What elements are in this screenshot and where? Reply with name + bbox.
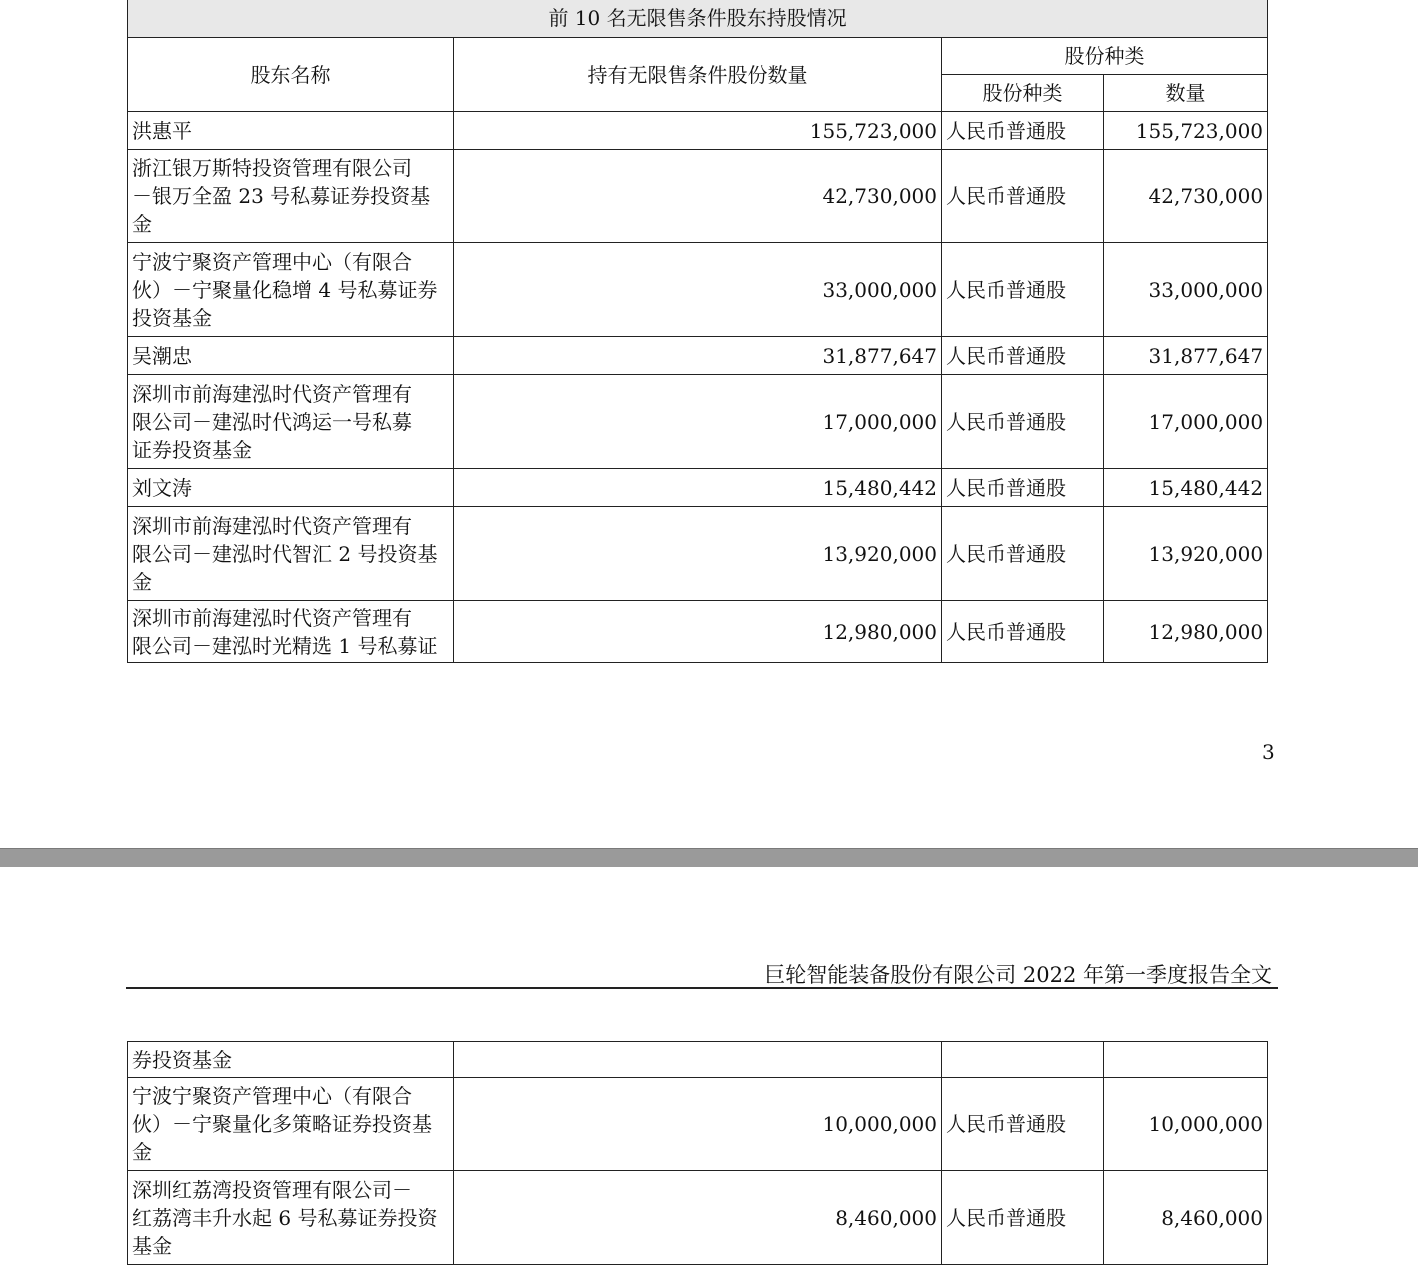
shareholder-name: 刘文涛 <box>128 469 454 507</box>
holding-quantity: 42,730,000 <box>454 150 942 243</box>
table-row <box>128 507 1268 601</box>
shareholder-name: 深圳红荔湾投资管理有限公司－ 红荔湾丰升水起 6 号私募证券投资 基金 <box>128 1171 454 1265</box>
share-amount: 15,480,442 <box>1104 469 1268 507</box>
table-row <box>128 1171 1268 1265</box>
header-shareholder-name: 股东名称 <box>128 38 454 112</box>
page-number: 3 <box>1262 740 1275 764</box>
share-type: 人民币普通股 <box>942 150 1104 243</box>
share-amount: 42,730,000 <box>1104 150 1268 243</box>
holding-quantity: 10,000,000 <box>454 1078 942 1171</box>
holding-quantity: 31,877,647 <box>454 337 942 375</box>
shareholder-name: 洪惠平 <box>128 112 454 150</box>
shareholder-name: 吴潮忠 <box>128 337 454 375</box>
table-row <box>128 243 1268 337</box>
shareholder-name: 深圳市前海建泓时代资产管理有 限公司－建泓时代智汇 2 号投资基 金 <box>128 507 454 601</box>
header-share-class: 股份种类 <box>942 38 1268 75</box>
shareholder-name: 深圳市前海建泓时代资产管理有 限公司－建泓时代鸿运一号私募 证券投资基金 <box>128 375 454 469</box>
table-row <box>128 112 1268 150</box>
header-share-class-amount: 数量 <box>1104 75 1268 112</box>
header-share-class-type: 股份种类 <box>942 75 1104 112</box>
share-amount: 13,920,000 <box>1104 507 1268 601</box>
table-row <box>128 469 1268 507</box>
share-type: 人民币普通股 <box>942 601 1104 663</box>
holding-quantity: 13,920,000 <box>454 507 942 601</box>
share-amount: 17,000,000 <box>1104 375 1268 469</box>
share-type: 人民币普通股 <box>942 375 1104 469</box>
share-amount: 155,723,000 <box>1104 112 1268 150</box>
share-type: 人民币普通股 <box>942 112 1104 150</box>
table-row <box>128 150 1268 243</box>
shareholders-table-continued <box>127 1041 1268 1265</box>
table-row <box>128 1078 1268 1171</box>
holding-quantity: 8,460,000 <box>454 1171 942 1265</box>
share-type: 人民币普通股 <box>942 243 1104 337</box>
holding-quantity: 33,000,000 <box>454 243 942 337</box>
shareholder-name: 深圳市前海建泓时代资产管理有 限公司－建泓时光精选 1 号私募证 <box>128 601 454 663</box>
share-type: 人民币普通股 <box>942 507 1104 601</box>
share-amount <box>1104 1042 1268 1078</box>
share-type: 人民币普通股 <box>942 1078 1104 1171</box>
share-amount: 8,460,000 <box>1104 1171 1268 1265</box>
holding-quantity: 15,480,442 <box>454 469 942 507</box>
table-row <box>128 601 1268 663</box>
shareholders-table <box>127 0 1268 663</box>
table-row <box>128 1042 1268 1078</box>
table-title: 前 10 名无限售条件股东持股情况 <box>128 0 1268 38</box>
shareholder-name: 宁波宁聚资产管理中心（有限合 伙）－宁聚量化稳增 4 号私募证券 投资基金 <box>128 243 454 337</box>
holding-quantity: 17,000,000 <box>454 375 942 469</box>
table-row <box>128 375 1268 469</box>
document-page-2 <box>0 867 1418 1266</box>
report-header: 巨轮智能装备股份有限公司 2022 年第一季度报告全文 <box>764 963 1272 987</box>
share-type <box>942 1042 1104 1078</box>
shareholder-name: 宁波宁聚资产管理中心（有限合 伙）－宁聚量化多策略证券投资基 金 <box>128 1078 454 1171</box>
share-type: 人民币普通股 <box>942 469 1104 507</box>
holding-quantity: 12,980,000 <box>454 601 942 663</box>
holding-quantity: 155,723,000 <box>454 112 942 150</box>
share-type: 人民币普通股 <box>942 337 1104 375</box>
share-amount: 10,000,000 <box>1104 1078 1268 1171</box>
shareholder-name: 浙江银万斯特投资管理有限公司 －银万全盈 23 号私募证券投资基 金 <box>128 150 454 243</box>
table-row <box>128 337 1268 375</box>
share-type: 人民币普通股 <box>942 1171 1104 1265</box>
shareholder-name: 券投资基金 <box>128 1042 454 1078</box>
share-amount: 12,980,000 <box>1104 601 1268 663</box>
share-amount: 31,877,647 <box>1104 337 1268 375</box>
header-rule <box>126 987 1278 989</box>
holding-quantity <box>454 1042 942 1078</box>
page-separator <box>0 848 1418 867</box>
share-amount: 33,000,000 <box>1104 243 1268 337</box>
header-quantity: 持有无限售条件股份数量 <box>454 38 942 112</box>
